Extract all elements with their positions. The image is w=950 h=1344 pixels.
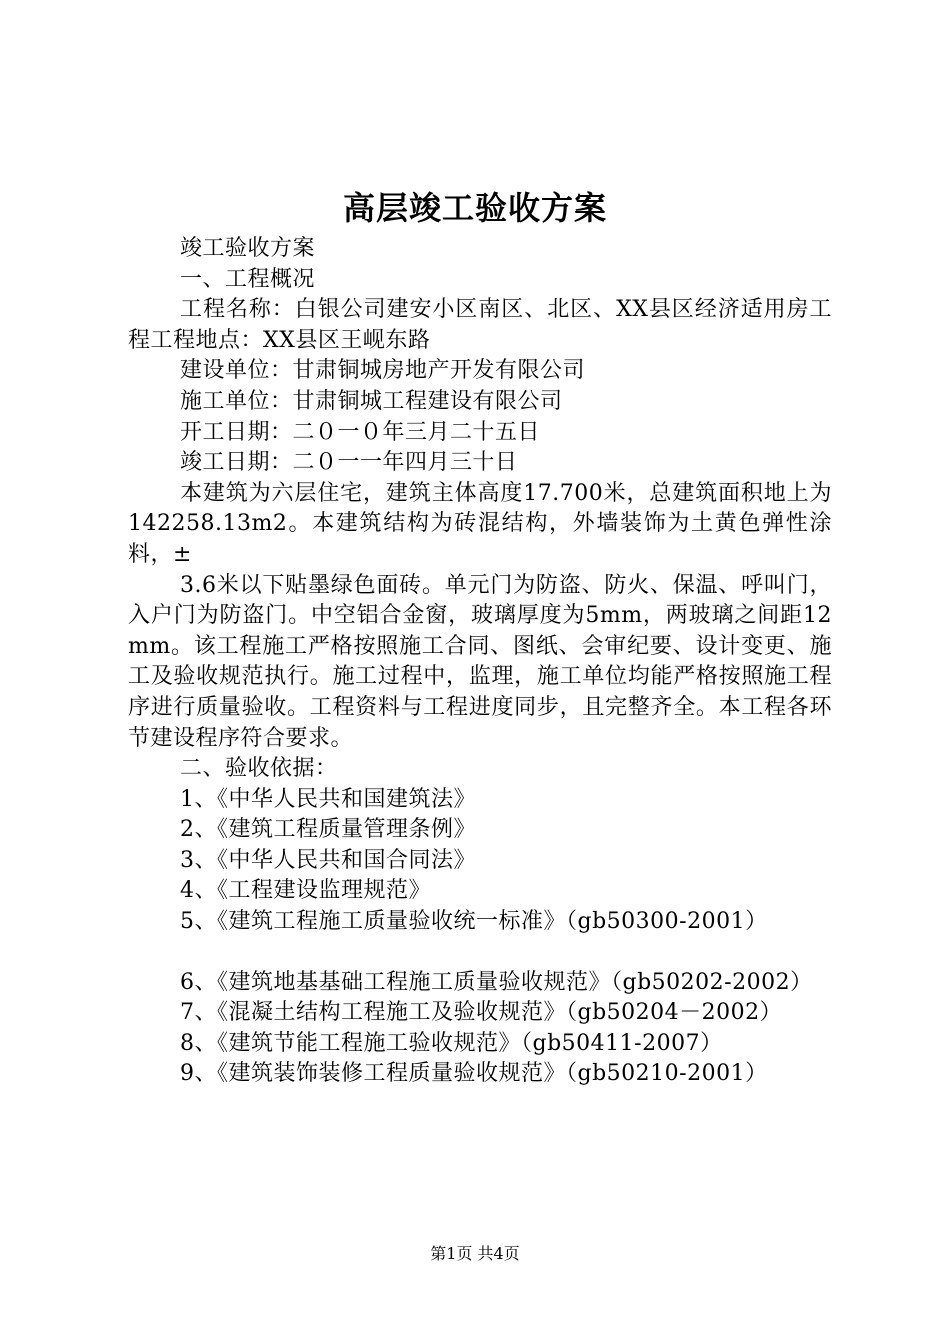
paragraph: 开工日期：二０一０年三月二十五日	[180, 419, 541, 445]
paragraph: 本建筑为六层住宅，建筑主体高度17.700米，总建筑面积地上为142258.13m2。本建筑结构为砖混结构，外墙装饰为土黄色弹性涂料，±	[128, 480, 832, 567]
list-item: 7、《混凝土结构工程施工及验收规范》（gb50204－2002）	[180, 1000, 783, 1026]
list-item: 4、《工程建设监理规范》	[180, 878, 431, 904]
list-item: 1、《中华人民共和国建筑法》	[180, 786, 476, 812]
page-footer: 第1页 共4页	[430, 1244, 520, 1263]
document-body	[128, 234, 832, 1090]
list-item: 3、《中华人民共和国合同法》	[180, 847, 476, 873]
paragraph: 建设单位：甘肃铜城房地产开发有限公司	[180, 358, 586, 384]
list-item: 9、《建筑装饰装修工程质量验收规范》（gb50210-2001）	[180, 1061, 768, 1087]
section-heading: 二、验收依据：	[180, 756, 338, 782]
section-heading: 一、工程概况	[180, 266, 316, 292]
spacer	[128, 938, 832, 968]
paragraph: 竣工验收方案	[180, 236, 316, 261]
list-item: 2、《建筑工程质量管理条例》	[180, 817, 476, 843]
list-item: 5、《建筑工程施工质量验收统一标准》（gb50300-2001）	[180, 909, 768, 935]
paragraph: 竣工日期：二０一一年四月三十日	[180, 450, 518, 476]
paragraph: 施工单位：甘肃铜城工程建设有限公司	[180, 388, 563, 414]
paragraph: 3.6米以下贴墨绿色面砖。单元门为防盗、防火、保温、呼叫门，入户门为防盗门。中空铝合金窗，玻璃厚度为5mm，两玻璃之间距12mm。该工程施工严格按照施工合同、图纸、会审纪要、设计变更、施工及验收规范执行。施工过程中，监理，施工单位均能严格按照施工程序进行质量验收。工程资料与工程进度同步，且完整齐全。本工程各环节建设程序符合要求。	[128, 572, 832, 751]
list-item: 6、《建筑地基基础工程施工质量验收规范》（gb50202-2002）	[180, 969, 813, 995]
list-item: 8、《建筑节能工程施工验收规范》（gb50411-2007）	[180, 1030, 723, 1056]
document-title: 高层竣工验收方案	[342, 189, 607, 227]
paragraph: 工程名称：白银公司建安小区南区、北区、XX县区经济适用房工程工程地点：XX县区王岘东路	[128, 297, 832, 353]
